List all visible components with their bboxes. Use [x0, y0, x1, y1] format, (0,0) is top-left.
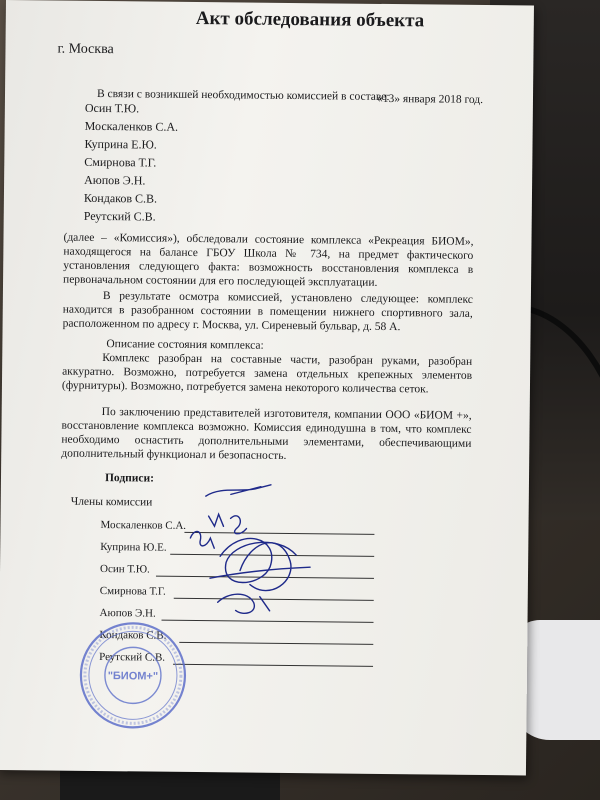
signature-row: [100, 541, 166, 554]
member-name: Смирнова Т.Г.: [84, 154, 157, 170]
signatory-name: Москаленков С.А.: [100, 519, 187, 532]
signatory-name: Реутский С.В.: [99, 651, 166, 664]
section-heading: Описание состояния комплекса:: [106, 338, 264, 352]
signature-row: [100, 563, 150, 576]
signature-row: [100, 585, 166, 598]
signatory-name: Кондаков С.В.: [99, 629, 167, 642]
member-name: Кондаков С.В.: [83, 190, 158, 206]
company-stamp: [76, 619, 189, 732]
signature-row: [100, 607, 156, 620]
signature-line: [179, 642, 373, 645]
member-name: Реутский С.В.: [83, 208, 156, 224]
signatory-name: Смирнова Т.Г.: [99, 585, 166, 598]
member-name: Москаленков С.А.: [84, 118, 179, 134]
paragraph-condition: Комплекс разобран на составные части, разобран руками, разобран аккуратно. Возможно, потребуется замена отдельных крепежных элементов (фурнитуры). Возможно, потребуется замена некоторого количества сеток.: [61, 352, 473, 396]
paragraph-findings: В результате осмотра комиссией, установлено следующее: комплекс находится в разобранном состоянии в помещении нижнего спортивного зала, расположенном по адресу г. Москва, ул. Сиреневый бульвар, д. 58 А.: [62, 290, 473, 334]
member-name: Аюпов Э.Н.: [84, 172, 146, 188]
committee-label: Члены комиссии: [70, 495, 153, 509]
signatory-name: Осин Т.Ю.: [99, 563, 150, 576]
signatory-name: Куприна Ю.Е.: [100, 541, 167, 554]
signatures-heading: Подписи:: [104, 472, 155, 485]
intro-line: В связи с возникшей необходимостью комиссией в составе:: [96, 87, 390, 104]
paragraph-conclusion: По заключению представителей изготовителя, компании ООО «БИОМ +», восстановление комплекса возможно. Комиссия единодушна в том, что комплекс необходимо оснастить дополнительными элементами, обеспечивающими дополнительный функционал и безопасность.: [61, 406, 472, 462]
member-name: Куприна Е.Ю.: [84, 136, 157, 152]
signatory-name: Аюпов Э.Н.: [99, 607, 156, 620]
svg-text:"БИОМ+": "БИОМ+": [107, 670, 159, 683]
signature-line: [173, 664, 373, 667]
paragraph-commission: (далее – «Комиссия»), обследовали состояние комплекса «Рекреация БИОМ», находящегося на балансе ГБОУ Школа № 734, на предмет фактического установления следующего факта: возможность восстановления комплекса в первоначальном состоянии для его последующей эксплуатации.: [63, 231, 474, 289]
handwritten-signatures: [159, 478, 361, 630]
city-label: г. Москва: [57, 41, 114, 58]
document-title: Акт обследования объекта: [195, 7, 425, 32]
document-date: «13» января 2018 год.: [376, 92, 484, 107]
member-name: Осин Т.Ю.: [84, 100, 140, 116]
